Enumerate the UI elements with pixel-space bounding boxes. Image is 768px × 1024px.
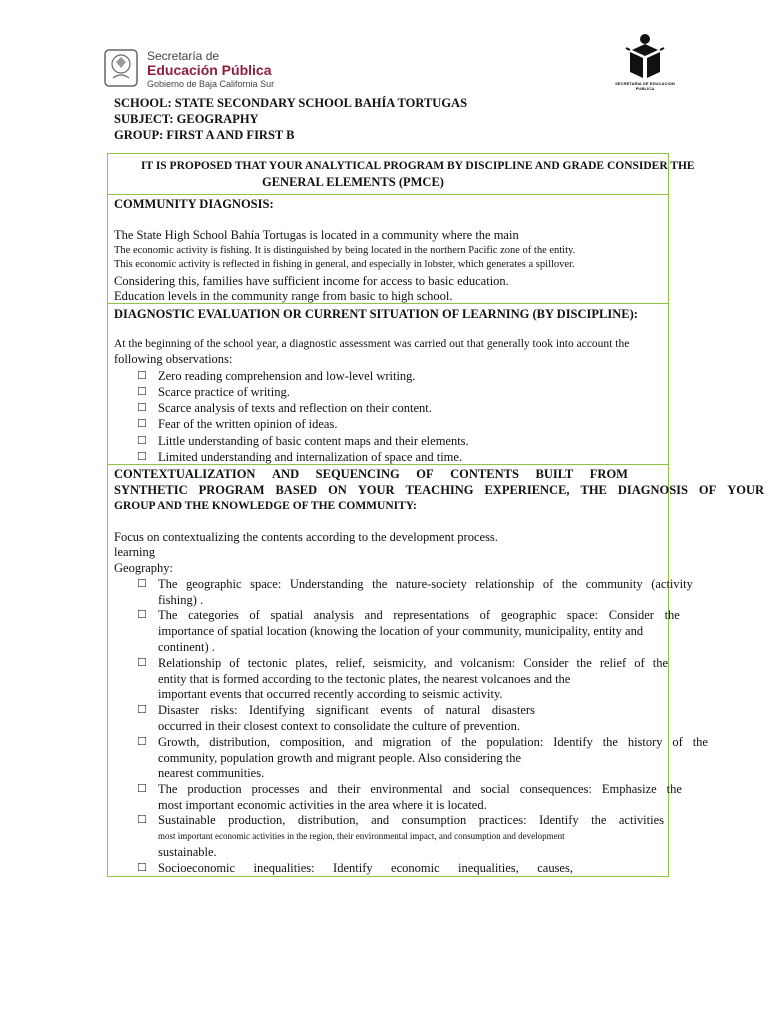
item-word: and — [371, 813, 390, 827]
geography-item-line: community, population growth and migrant people. Also considering the — [158, 751, 522, 765]
bullet-icon: ☐ — [137, 450, 147, 463]
geography-item-line: entity that is formed according to the tectonic plates, the nearest volcanoes and the — [158, 672, 571, 686]
geography-item-line: most important economic activities in the area where it is located. — [158, 798, 487, 812]
item-word: risks: — [210, 703, 238, 717]
diagnostic-bullet: Fear of the written opinion of ideas. — [158, 417, 338, 431]
diagnostic-bullet: Limited understanding and internalization of space and time. — [158, 450, 463, 464]
item-word: and — [452, 782, 471, 796]
heading-word: AND — [272, 467, 300, 481]
item-word: composition, — [279, 735, 345, 749]
logo-line1: Secretaría de — [147, 49, 220, 63]
item-word: the — [576, 656, 592, 670]
item-word: Relationship — [158, 656, 222, 670]
heading-word: OF — [698, 483, 717, 497]
bullet-icon: ☐ — [137, 735, 147, 748]
item-word: the — [602, 735, 618, 749]
geography-item-first-line — [158, 608, 680, 622]
heading-word: CONTENTS — [450, 467, 519, 481]
item-word: Identify — [539, 813, 579, 827]
item-word: consequences: — [519, 782, 592, 796]
item-word: distribution, — [209, 735, 270, 749]
item-word: the — [664, 608, 680, 622]
item-word: consumption — [401, 813, 467, 827]
item-word: The — [158, 577, 178, 591]
heading-word: BUILT — [535, 467, 574, 481]
item-word: economic — [391, 861, 440, 875]
item-word: the — [666, 782, 682, 796]
item-word: Growth, — [158, 735, 200, 749]
bullet-icon: ☐ — [137, 608, 147, 621]
context-heading-line1 — [114, 467, 628, 482]
pmce-heading-line1: IT IS PROPOSED THAT YOUR ANALYTICAL PROGRAM BY DISCIPLINE AND GRADE CONSIDER THE — [141, 160, 695, 172]
item-word: of — [542, 577, 554, 591]
item-word: events — [380, 703, 413, 717]
heading-word: EXPERIENCE, — [484, 483, 570, 497]
item-word: relief — [599, 656, 627, 670]
geography-item-first-line — [158, 656, 668, 670]
diagnostic-bullet: Zero reading comprehension and low-level writing. — [158, 369, 416, 383]
bullet-icon: ☐ — [137, 813, 147, 826]
item-word: of — [634, 656, 645, 670]
item-word: inequalities, — [458, 861, 519, 875]
item-word: volcanism: — [460, 656, 516, 670]
item-word: practices: — [478, 813, 527, 827]
item-word: geographic — [186, 577, 242, 591]
item-word: of — [672, 735, 683, 749]
item-word: production — [187, 782, 242, 796]
item-word: the — [692, 735, 708, 749]
item-word: the — [652, 656, 668, 670]
item-word: Identify — [333, 861, 373, 875]
item-word: Socioeconomic — [158, 861, 236, 875]
heading-word: TEACHING — [405, 483, 474, 497]
item-word: the — [561, 577, 578, 591]
item-word: representations — [393, 608, 470, 622]
pmce-heading-line2: GENERAL ELEMENTS (PMCE) — [262, 175, 444, 189]
item-word: activities — [618, 813, 664, 827]
item-word: of — [441, 735, 452, 749]
item-word: significant — [316, 703, 369, 717]
item-word: Sustainable — [158, 813, 216, 827]
item-word: relationship — [475, 577, 535, 591]
item-word: population: — [486, 735, 544, 749]
item-word: and — [434, 656, 453, 670]
heading-word: YOUR — [357, 483, 395, 497]
bullet-icon: ☐ — [137, 369, 147, 382]
community-heading: COMMUNITY DIAGNOSIS: — [114, 197, 274, 211]
logo-line2: Educación Pública — [147, 62, 272, 78]
focus-text: Focus on contextualizing the contents according to the development process. — [114, 530, 498, 544]
heading-word: THE — [580, 483, 607, 497]
item-word: tectonic — [247, 656, 288, 670]
geography-item-line: importance of spatial location (knowing the location of your community, municipality, entity and — [158, 624, 644, 638]
item-word: migration — [382, 735, 432, 749]
item-word: space: — [250, 577, 282, 591]
geography-item-line: nearest communities. — [158, 766, 265, 780]
diagnostic-bullet: Little understanding of basic content maps and their elements. — [158, 434, 469, 448]
geography-item-line: continent) . — [158, 640, 215, 654]
community-line: The State High School Bahía Tortugas is located in a community where the main — [114, 228, 519, 242]
item-word: The — [158, 782, 178, 796]
bullet-icon: ☐ — [137, 385, 147, 398]
subject-line: SUBJECT: GEOGRAPHY — [114, 112, 259, 126]
heading-word: BASED — [275, 483, 318, 497]
item-word: and — [364, 608, 383, 622]
bullet-icon: ☐ — [137, 703, 147, 716]
item-word: production, — [228, 813, 286, 827]
item-word: space: — [566, 608, 599, 622]
item-word: spatial — [270, 608, 304, 622]
geography-item-first-line — [158, 782, 682, 796]
community-line: Considering this, families have sufficient income for access to basic education. — [114, 274, 509, 288]
item-word: distribution, — [297, 813, 359, 827]
diagnostic-heading: DIAGNOSTIC EVALUATION OR CURRENT SITUATION OF LEARNING (BY DISCIPLINE): — [114, 307, 638, 321]
diagnostic-bullet: Scarce analysis of texts and reflection on their content. — [158, 401, 432, 415]
item-word: inequalities: — [253, 861, 315, 875]
item-word: (activity — [651, 577, 693, 591]
crest-icon — [103, 48, 139, 88]
item-word: seismicity, — [373, 656, 427, 670]
geography-item-first-line — [158, 577, 693, 591]
item-word: natural — [445, 703, 481, 717]
community-line: Education levels in the community range from basic to high school. — [114, 289, 453, 303]
item-word: of — [423, 703, 435, 717]
school-line: SCHOOL: STATE SECONDARY SCHOOL BAHÍA TORTUGAS — [114, 96, 468, 110]
item-word: and — [309, 782, 328, 796]
item-word: Consider — [608, 608, 654, 622]
item-word: causes, — [537, 861, 573, 875]
item-word: disasters — [491, 703, 535, 717]
item-word: Understanding — [289, 577, 364, 591]
geography-item-first-line — [158, 703, 535, 717]
heading-word: ON — [328, 483, 347, 497]
heading-word: PROGRAM — [198, 483, 265, 497]
item-word: analysis — [313, 608, 355, 622]
heading-word: FROM — [589, 467, 628, 481]
community-line: The economic activity is fishing. It is distinguished by being located in the northern Pacific zone of the entity. — [114, 245, 576, 256]
item-word: nature-society — [395, 577, 467, 591]
item-word: the — [591, 813, 607, 827]
heading-word: DIAGNOSIS — [617, 483, 688, 497]
bullet-icon: ☐ — [137, 401, 147, 414]
logo-line3: Gobierno de Baja California Sur — [147, 79, 275, 89]
bullet-icon: ☐ — [137, 434, 147, 447]
geography-item-line: fishing) . — [158, 593, 204, 607]
item-word: the — [461, 735, 477, 749]
item-word: and — [354, 735, 373, 749]
bullet-icon: ☐ — [137, 656, 147, 669]
bullet-icon: ☐ — [137, 782, 147, 795]
right-logo-caption: SECRETARIA DE EDUCACION PUBLICA — [615, 81, 675, 91]
geography-label: Geography: — [114, 561, 174, 575]
item-word: The — [158, 608, 178, 622]
heading-word: SYNTHETIC — [114, 483, 188, 497]
bullet-icon: ☐ — [137, 577, 147, 590]
sep-logo — [103, 48, 288, 90]
item-word: environmental — [370, 782, 443, 796]
item-word: of — [479, 608, 491, 622]
geography-item-line: sustainable. — [158, 845, 217, 859]
geography-item-first-line — [158, 861, 573, 875]
item-word: geographic — [500, 608, 557, 622]
context-heading-line2 — [114, 483, 764, 498]
geography-item-line: occurred in their closest context to consolidate the culture of prevention. — [158, 719, 521, 733]
community-line: This economic activity is reflected in fishing in general, and especially in lobster, which generates a spillover. — [114, 259, 575, 270]
geography-item-first-line — [158, 813, 664, 827]
item-word: of — [229, 656, 240, 670]
diagnostic-intro: At the beginning of the school year, a diagnostic assessment was carried out that generally took into account the — [114, 338, 630, 350]
education-logo — [612, 32, 678, 90]
geography-item-first-line — [158, 735, 708, 749]
learning-text: learning — [114, 545, 155, 559]
heading-word: CONTEXTUALIZATION — [114, 467, 256, 481]
cube-book-icon — [612, 32, 678, 82]
item-word: plates, — [295, 656, 328, 670]
item-word: relief, — [335, 656, 366, 670]
diagnostic-intro: following observations: — [114, 352, 233, 366]
item-word: history — [627, 735, 663, 749]
item-word: the — [372, 577, 388, 591]
item-word: Disaster — [158, 703, 199, 717]
item-word: Emphasize — [601, 782, 657, 796]
item-word: community — [585, 577, 643, 591]
item-word: Identifying — [249, 703, 305, 717]
bullet-icon: ☐ — [137, 417, 147, 430]
group-line: GROUP: FIRST A AND FIRST B — [114, 128, 295, 142]
item-word: their — [337, 782, 361, 796]
item-word: of — [249, 608, 260, 622]
context-heading-line3: GROUP AND THE KNOWLEDGE OF THE COMMUNITY: — [114, 500, 417, 512]
heading-word: SEQUENCING — [315, 467, 400, 481]
item-word: categories — [188, 608, 239, 622]
item-word: processes — [251, 782, 300, 796]
geography-item-line: important events that occurred recently according to seismic activity. — [158, 687, 503, 701]
geography-item-small-line: most important economic activities in the region, their environmental impact, and consumption and development — [158, 831, 565, 841]
item-word: Consider — [523, 656, 569, 670]
diagnostic-bullet: Scarce practice of writing. — [158, 385, 290, 399]
item-word: Identify — [553, 735, 593, 749]
item-word: social — [480, 782, 510, 796]
heading-word: OF — [416, 467, 434, 481]
heading-word: YOUR — [727, 483, 764, 497]
bullet-icon: ☐ — [137, 861, 147, 874]
